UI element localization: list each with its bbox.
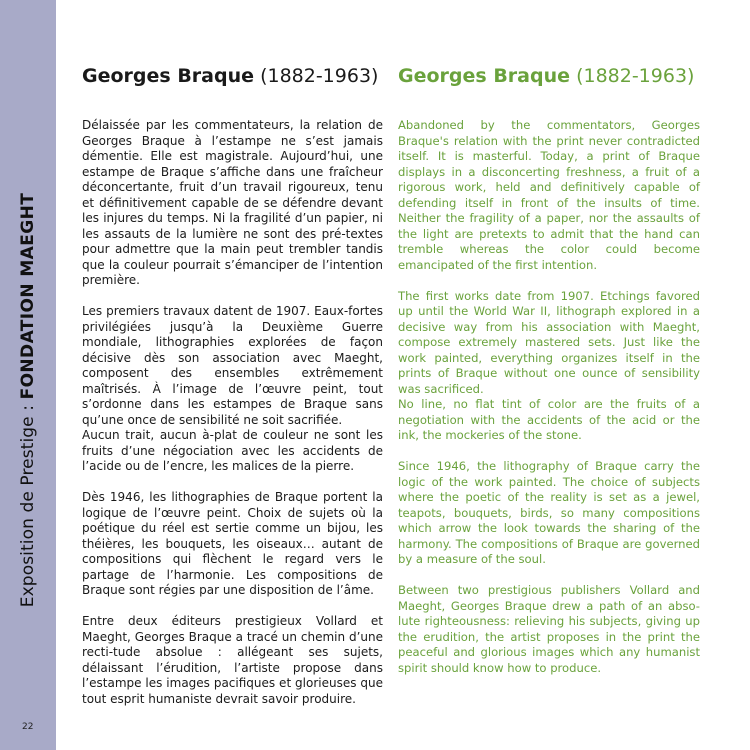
- english-heading: [398, 64, 700, 88]
- english-column: [398, 64, 700, 692]
- english-artist-years: (1882-1963): [576, 65, 695, 87]
- foundation-name: FONDATION MAEGHT: [18, 192, 38, 400]
- exhibition-title: [18, 193, 38, 607]
- french-artist-years: (1882-1963): [260, 65, 379, 87]
- french-artist-name: Georges Braque: [82, 65, 255, 87]
- exhibition-label: Exposition de Prestige :: [18, 399, 38, 608]
- french-paragraph-2: Les premiers travaux datent de 1907. Eaux-fortes privilégiées jusqu’à la Deuxième Guerre mondiale, lithographies explorées de façon décisive dès son association avec Maeght, composent des ensembles extrêmement maîtrisés. À l’image de l’œuvre peint, tout s’ordonne dans les estampes de Braque sans qu’une once de sensibilité ne soit sacrifiée. Aucun trait, aucun à-plat de couleur ne sont les fruits d’une négociation avec les accidents de l’acide ou de l’encre, les malices de la pierre.: [82, 304, 383, 473]
- english-paragraph-4: Between two prestigious publishers Vollard and Maeght, Georges Braque drew a path of an abso-lute righteousness: relieving his subjects, giving up the erudition, the artist proposes in the print the peaceful and glorious images which any humanist spirit should know how to produce.: [398, 583, 700, 675]
- french-paragraph-3: Dès 1946, les lithographies de Braque portent la logique de l’œuvre peint. Choix de sujets où la poétique du réel est sertie comme un bijou, les théières, les bouquets, les oiseaux… autant de compositions qui flèchent le regard vers le partage de l’harmonie. Les compositions de Braque sont régies par une disposition de l’âme.: [82, 490, 383, 597]
- french-column: [82, 64, 383, 723]
- english-paragraph-1: Abandoned by the commentators, Georges Braque's relation with the print never contradicted itself. It is masterful. Today, a print of Braque displays in a disconcerting freshness, a fruit of a rigorous work, held and definitively capable of defending itself in front of the insults of time. Neither the fragility of a paper, nor the assaults of the light are pretexts to admit that the hand can tremble whereas the color could become emancipated of the first intention.: [398, 118, 700, 272]
- french-heading: [82, 64, 383, 88]
- page-number: 22: [22, 722, 34, 732]
- english-artist-name: Georges Braque: [398, 65, 571, 87]
- sidebar-band: [0, 0, 56, 750]
- english-paragraph-2: The first works date from 1907. Etchings favored up until the World War II, lithograph explored in a decisive way from his association with Maeght, compose extremely mastered sets. Just like the work painted, everything organizes itself in the prints of Braque without one ounce of sensibility was sacrificed. No line, no flat tint of color are the fruits of a negotiation with the accidents of the acid or the ink, the mockeries of the stone.: [398, 288, 700, 442]
- english-paragraph-3: Since 1946, the lithography of Braque carry the logic of the work painted. The choice of subjects where the poetic of the reality is set as a jewel, teapots, bouquets, birds, so many compositions which arrow the look towards the sharing of the harmony. The compositions of Braque are governed by a measure of the soul.: [398, 459, 700, 566]
- french-paragraph-4: Entre deux éditeurs prestigieux Vollard et Maeght, Georges Braque a tracé un chemin d’une recti-tude absolue : allégeant ses sujets, délaissant l’érudition, l’artiste propose dans l’estampe les images pacifiques et glorieuses que tout esprit humaniste devrait savoir produire.: [82, 614, 383, 706]
- french-paragraph-1: Délaissée par les commentateurs, la relation de Georges Braque à l’estampe ne s’est jamais démentie. Elle est magistrale. Aujourd’hui, une estampe de Braque s’affiche dans une fraîcheur déconcertante, fruit d’un travail rigoureux, tenu et définitivement capable de se défendre devant les injures du temps. Ni la fragilité d’un papier, ni les assauts de la lumière ne sont des pré-textes pour admettre que la main peut trembler tandis que la couleur pourrait s’émanciper de l’intention première.: [82, 118, 383, 287]
